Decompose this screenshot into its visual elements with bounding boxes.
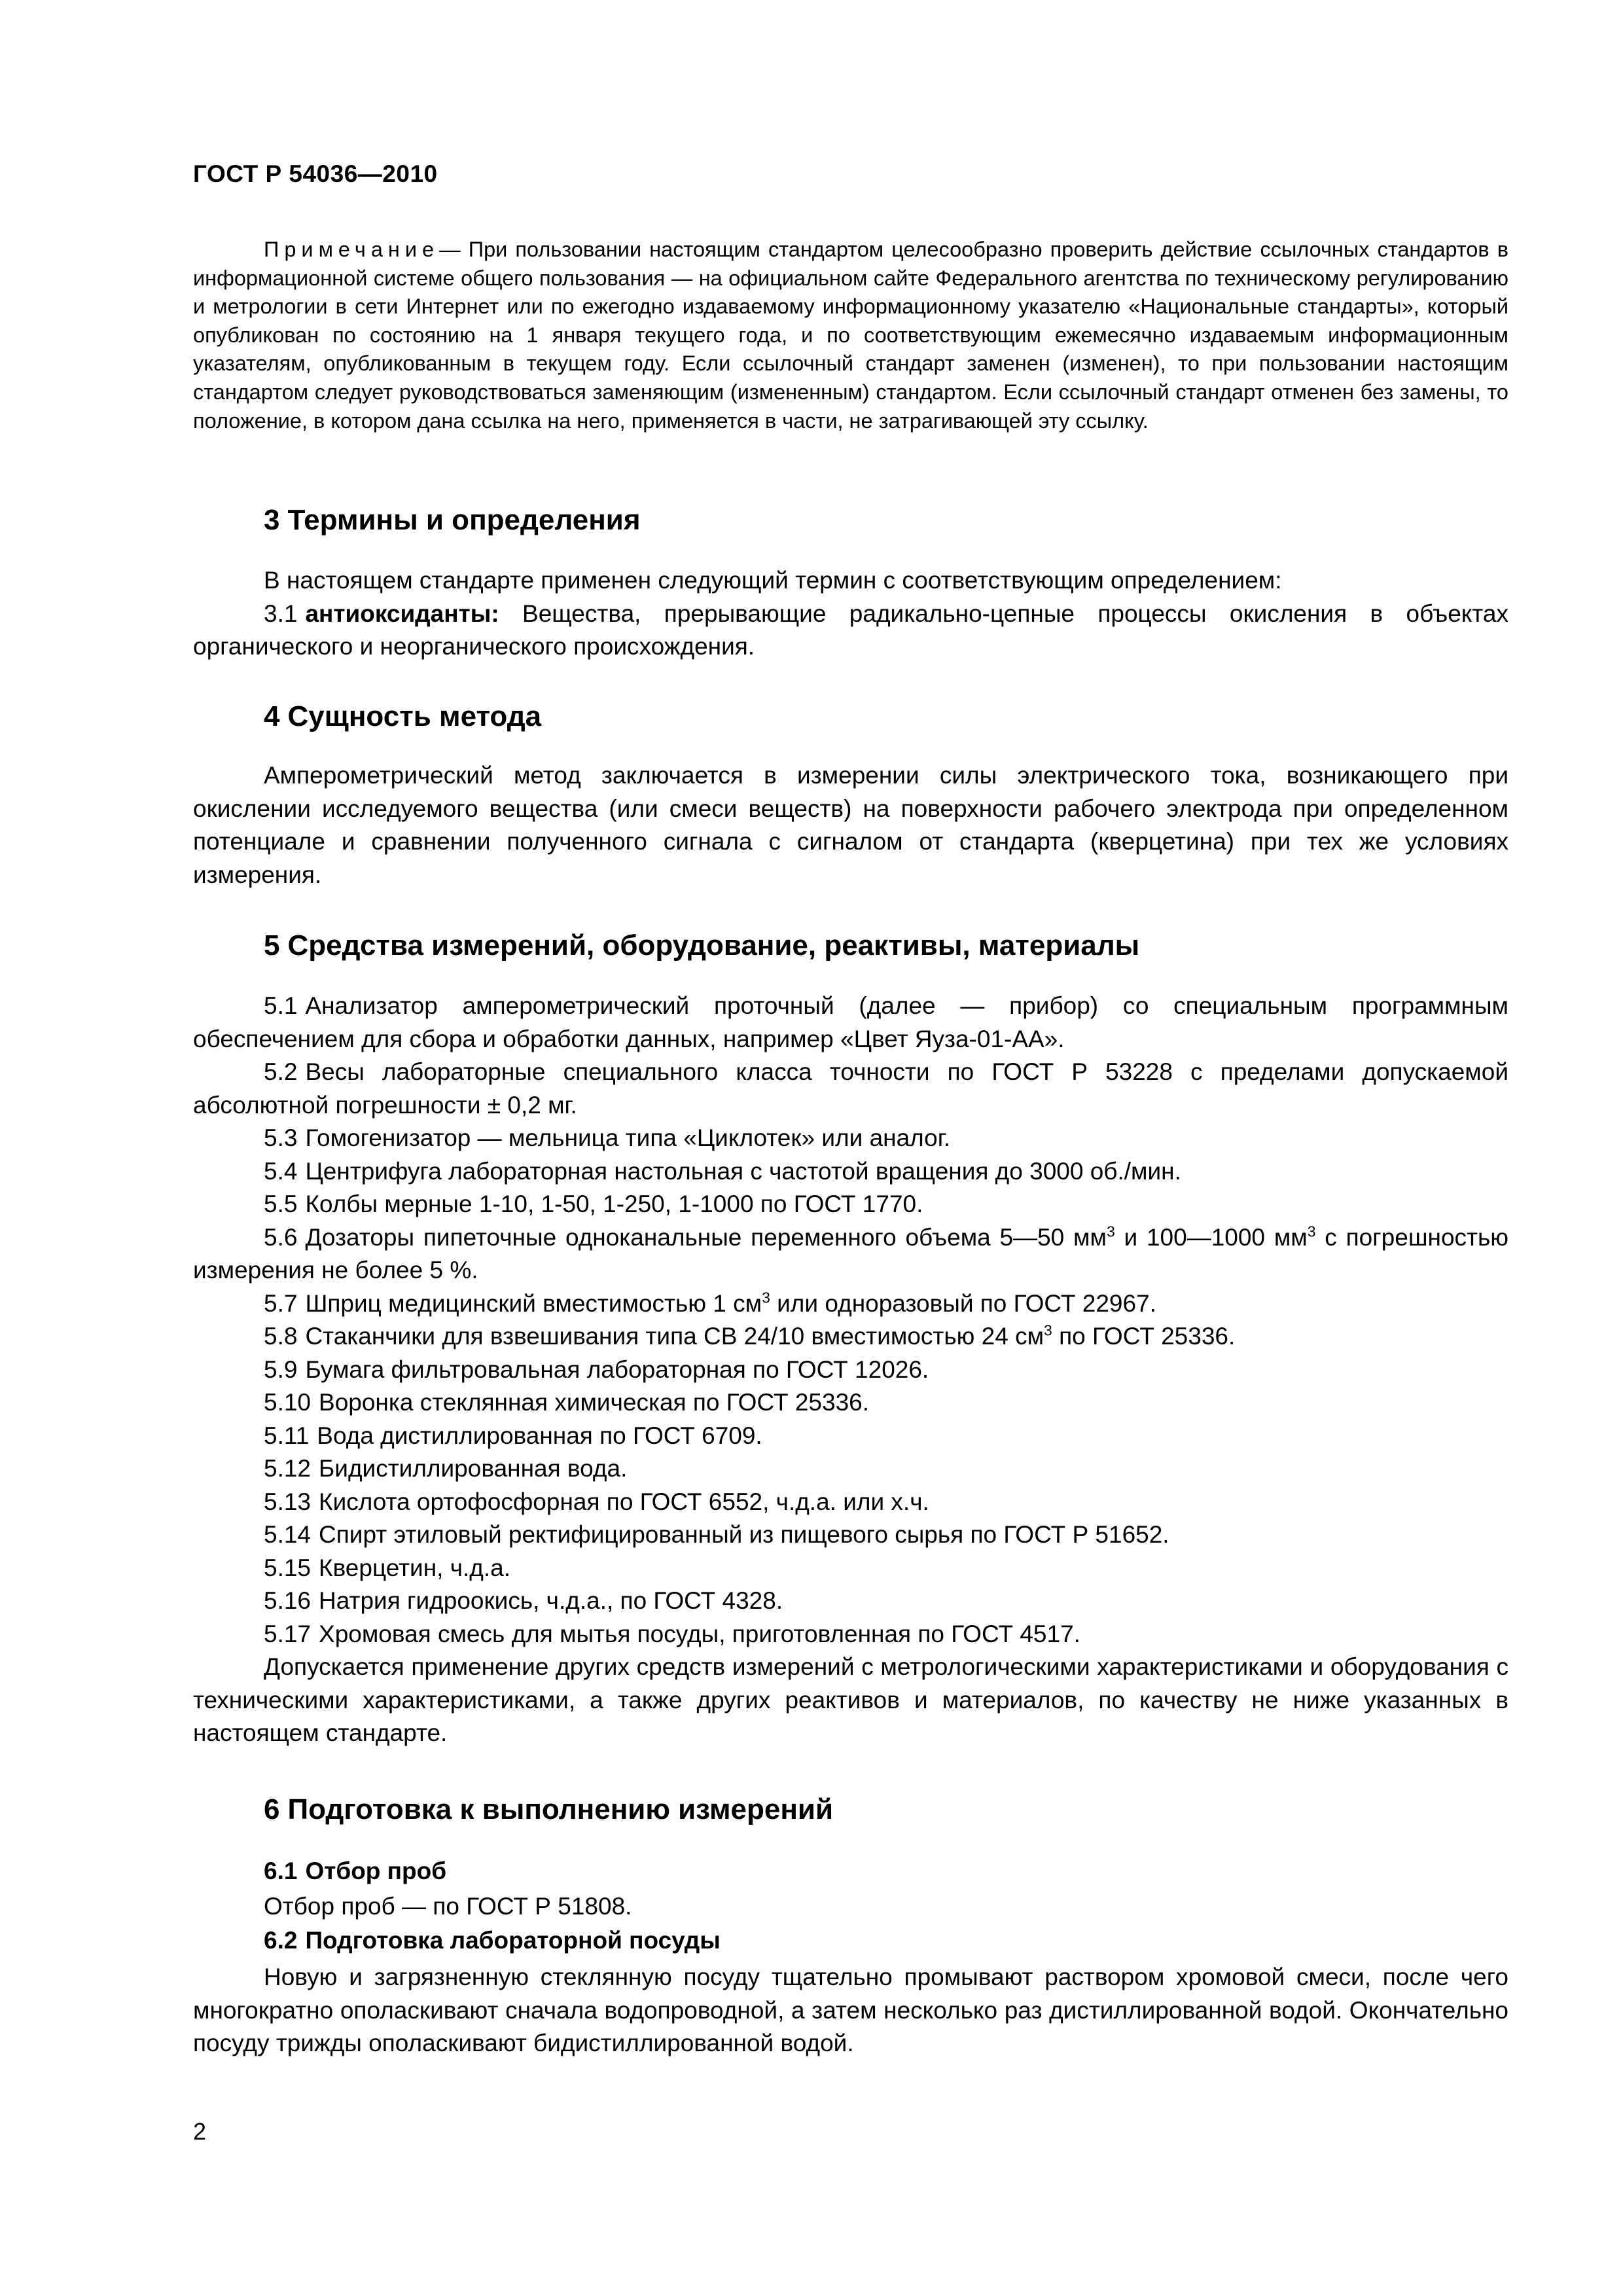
section-5-closing: Допускается применение других средств измерений с метрологическими характеристиками и оборудования с техническими характеристиками, а также других реактивов и материалов, по качеству не ниже указанных в настоящем стандарте.: [193, 1653, 1508, 1746]
page-number: 2: [193, 2118, 207, 2145]
list-item: 5.10 Воронка стеклянная химическая по ГОСТ 25336.: [264, 1389, 870, 1416]
subsection-6-2-body: [193, 1961, 1508, 2060]
list-item: 5.12 Бидистиллированная вода.: [264, 1455, 628, 1482]
list-item: 5.3 Гомогенизатор — мельница типа «Циклотек» или аналог.: [264, 1124, 951, 1151]
section-6-number: 6: [264, 1793, 280, 1825]
list-item: 5.14 Спирт этиловый ректифицированный из пищевого сырья по ГОСТ Р 51652.: [264, 1521, 1169, 1548]
note-label: Примечание: [264, 238, 440, 261]
section-4-text: Амперометрический метод заключается в измерении силы электрического тока, возникающего при окислении исследуемого вещества (или смеси веществ) на поверхности рабочего электрода при определенном потенциале и сравнении полученного сигнала с сигналом от стандарта (кверцетина) при тех же условиях измерения.: [193, 762, 1508, 888]
term-definition: [193, 598, 1508, 664]
section-5-title: Средства измерений, оборудование, реактивы, материалы: [287, 929, 1140, 961]
section-4-heading: [264, 700, 541, 733]
note-text: — При пользовании настоящим стандартом целесообразно проверить действие ссылочных стандартов в информационной системе общего пользования — на официальном сайте Федерального агентства по техническому регулированию и метрологии в сети Интернет или по ежегодно издаваемому информационному указателю «Национальные стандарты», который опубликован по состоянию на 1 января текущего года, и по соответствующим ежемесячно издаваемым информационным указателям, опубликованным в текущем году. Если ссылочный стандарт заменен (изменен), то при пользовании настоящим стандартом следует руководствоваться заменяющим (измененным) стандартом. Если ссылочный стандарт отменен без замены, то положение, в котором дана ссылка на него, применяется в части, не затрагивающей эту ссылку.: [193, 238, 1508, 433]
note-paragraph: [193, 236, 1508, 435]
section-6-title: Подготовка к выполнению измерений: [287, 1793, 833, 1825]
list-item: 5.9 Бумага фильтровальная лабораторная по ГОСТ 12026.: [264, 1355, 929, 1383]
section-4-number: 4: [264, 700, 280, 732]
list-item: 5.1 Анализатор амперометрический проточный (далее — прибор) со специальным программным обеспечением для сбора и обработки данных, например «Цвет Яуза-01-АА».: [193, 992, 1508, 1052]
list-item: 5.2 Весы лабораторные специального класса точности по ГОСТ Р 53228 с пределами допускаемой абсолютной погрешности ± 0,2 мг.: [193, 1058, 1508, 1119]
list-item: 5.16 Натрия гидроокись, ч.д.а., по ГОСТ 4328.: [264, 1587, 783, 1614]
document-header: ГОСТ Р 54036—2010: [193, 160, 438, 187]
section-6-heading: [264, 1793, 833, 1826]
list-item: 5.17 Хромовая смесь для мытья посуды, приготовленная по ГОСТ 4517.: [264, 1620, 1080, 1647]
list-item: 5.7 Шприц медицинский вместимостью 1 $см^3$ или одноразовый по ГОСТ 22967.: [264, 1289, 1156, 1317]
section-4-body: [193, 759, 1508, 891]
section-3-heading: [264, 504, 641, 537]
list-item: 5.6 Дозаторы пипеточные одноканальные переменного объема 5—50 $мм^3$ и 100—1000 $мм^3$ с погрешностью измерения не более 5 %.: [193, 1223, 1508, 1283]
section-5-heading: [264, 929, 1139, 962]
section-3-intro: В настоящем стандарте применен следующий термин с соответствующим определением:: [264, 567, 1282, 594]
list-item: 5.13 Кислота ортофосфорная по ГОСТ 6552, ч.д.а. или х.ч.: [264, 1488, 929, 1515]
section-4-title: Сущность метода: [287, 700, 542, 732]
section-5-body: [193, 990, 1508, 1750]
subsection-6-1-text: Отбор проб — по ГОСТ Р 51808.: [264, 1893, 632, 1920]
term-text: Вещества, прерывающие радикально-цепные процессы окисления в объектах органического и неорганического происхождения.: [193, 600, 1508, 660]
section-3-number: 3: [264, 504, 280, 536]
list-item: 5.15 Кверцетин, ч.д.а.: [264, 1554, 510, 1581]
subsection-6-2-text: Новую и загрязненную стеклянную посуду тщательно промывают раствором хромовой смеси, после чего многократно ополаскивают сначала водопроводной, а затем несколько раз дистиллированной водой. Окончательно посуду трижды ополаскивают бидистиллированной водой.: [193, 1964, 1508, 2056]
list-item: 5.4 Центрифуга лабораторная настольная с частотой вращения до 3000 об./мин.: [264, 1157, 1181, 1185]
term-name: антиоксиданты:: [305, 600, 499, 627]
list-item: 5.11 Вода дистиллированная по ГОСТ 6709.: [264, 1422, 762, 1449]
term-number: 3.1: [264, 600, 298, 627]
list-item: 5.8 Стаканчики для взвешивания типа СВ 24/10 вместимостью 24 $см^3$ по ГОСТ 25336.: [264, 1321, 1236, 1350]
section-5-number: 5: [264, 929, 280, 961]
section-3-title: Термины и определения: [287, 504, 641, 536]
subsection-6-1-heading: 6.1 Отбор проб: [264, 1857, 447, 1884]
subsection-6-2-heading: 6.2 Подготовка лабораторной посуды: [264, 1927, 721, 1954]
list-item: 5.5 Колбы мерные 1-10, 1-50, 1-250, 1-1000 по ГОСТ 1770.: [264, 1191, 923, 1217]
section-3-body: [193, 564, 1508, 664]
subsection-6-1-body: [193, 1890, 1508, 1924]
